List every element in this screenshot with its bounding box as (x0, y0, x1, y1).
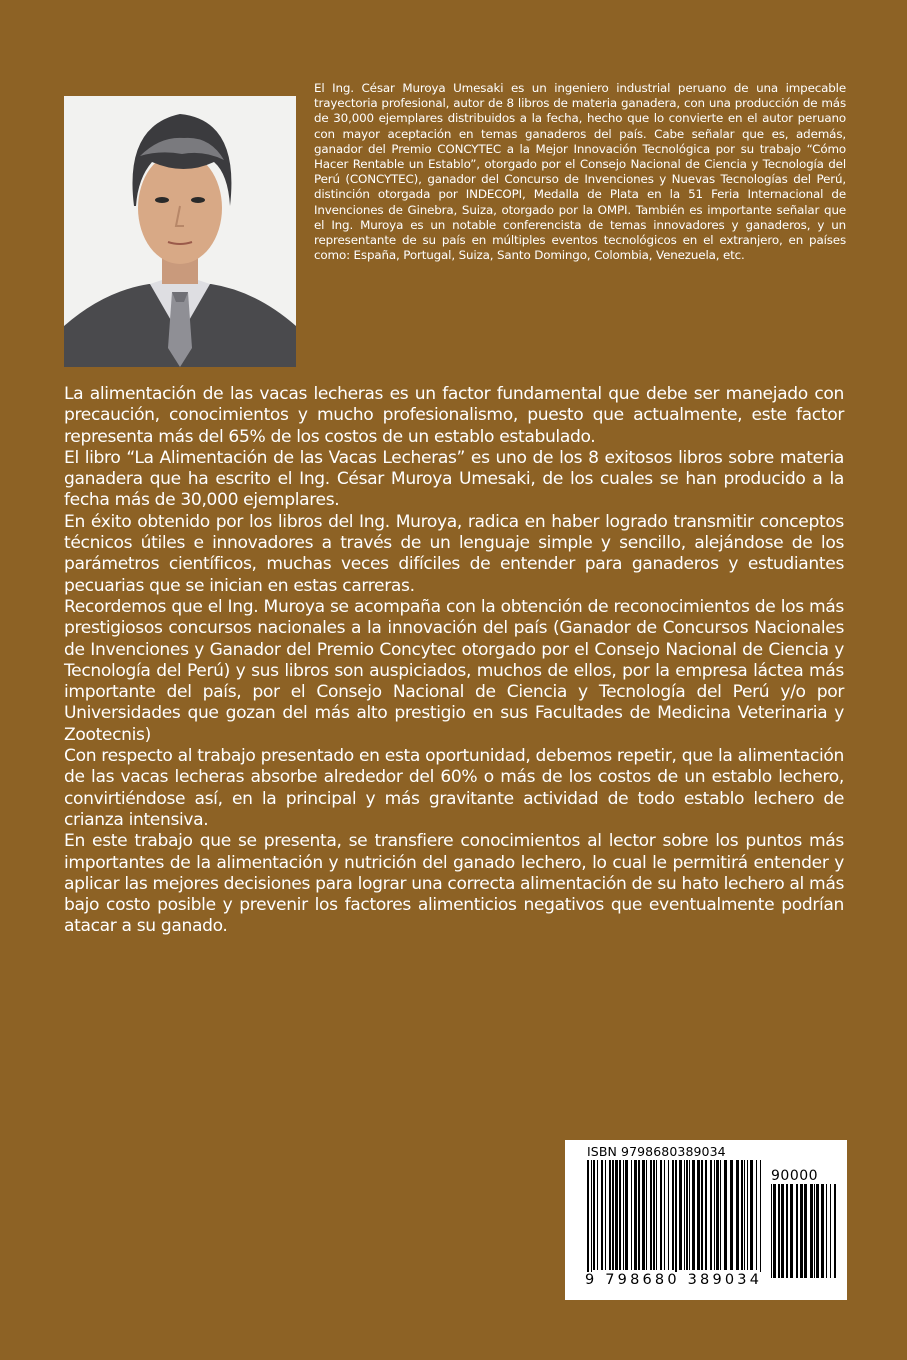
barcode-bar (664, 1160, 665, 1270)
barcode-bar (771, 1184, 772, 1278)
barcode-bar (625, 1160, 628, 1270)
barcode-bar (623, 1160, 624, 1270)
barcode-bar (821, 1184, 824, 1278)
barcode-bar (660, 1160, 662, 1270)
barcode-bar (672, 1160, 674, 1270)
isbn-barcode (565, 1140, 847, 1300)
barcode-bar (642, 1160, 645, 1270)
barcode-bar (612, 1160, 614, 1270)
blurb-paragraph: La alimentación de las vacas lecheras es un factor fundamental que debe ser manejado con precaución, conocimientos y mucho profesionalismo, puesto que actualmente, este factor representa más del 65% de los costos de un establo estabulado. (64, 384, 844, 447)
barcode-bar (716, 1160, 719, 1270)
back-cover-blurb (64, 384, 844, 938)
barcode-bar (826, 1184, 827, 1278)
barcode-addon-bars (769, 1184, 839, 1288)
barcode-bar (778, 1184, 780, 1278)
barcode-bar (756, 1160, 757, 1270)
barcode-bar (720, 1160, 721, 1270)
barcode-bar (701, 1160, 703, 1270)
author-bio: El Ing. César Muroya Umesaki es un ingeniero industrial peruano de una impecable trayectoria profesional, autor de 8 libros de materia ganadera, con una producción de más de 30,000 ejemplares distribuidos a la fecha, hecho que lo convierte en el autor peruano con mayor aceptación en temas ganaderos del país. Cabe señalar que es, además, ganador del Premio CONCYTEC a la Mejor Innovación Tecnológica por su trabajo “Cómo Hacer Rentable un Establo”, otorgado por el Consejo Nacional de Ciencia y Tecnología del Perú (CONCYTEC), ganador del Concurso de Invenciones y Nuevas Tecnologías del Perú, distinción otorgada por INDECOPI, Medalla de Plata en la 51 Feria Internacional de Invenciones de Ginebra, Suiza, otorgado por la OMPI. También es importante señalar que el Ing. Muroya es un notable conferencista de temas innovadores y ganaderos, y un representante de su país en múltiples eventos tecnológicos en el extranjero, en países como: España, Portugal, Suiza, Santo Domingo, Colombia, Venezuela, etc. (314, 81, 846, 263)
barcode-bar (686, 1160, 688, 1270)
barcode-bars (585, 1160, 765, 1280)
barcode-bar (814, 1184, 815, 1278)
barcode-bar (679, 1160, 682, 1270)
barcode-bar (724, 1160, 727, 1270)
barcode-bar (736, 1160, 739, 1270)
barcode-bar (593, 1160, 595, 1270)
barcode-bar (656, 1160, 657, 1270)
barcode-bar (692, 1160, 695, 1270)
barcode-bar (810, 1184, 813, 1278)
author-photo (64, 96, 296, 367)
barcode-bar (830, 1184, 831, 1278)
barcode-bar (684, 1160, 685, 1270)
barcode-bar (638, 1160, 640, 1270)
barcode-bar (800, 1184, 803, 1278)
barcode-bar (597, 1160, 598, 1270)
barcode-bar (653, 1160, 655, 1270)
barcode-bar (609, 1160, 611, 1270)
barcode-bar (650, 1160, 652, 1270)
blurb-paragraph: El libro “La Alimentación de las Vacas Lecheras” es uno de los 8 exitosos libros sobre materia ganadera que ha escrito el Ing. César Muroya Umesaki, de los cuales se han producido a la fecha más de 30,000 ejemplares. (64, 447, 844, 511)
barcode-bar (834, 1184, 836, 1278)
isbn-label: ISBN 9798680389034 (587, 1144, 726, 1159)
barcode-bar (741, 1160, 743, 1270)
barcode-bar (697, 1160, 700, 1270)
blurb-paragraph: Recordemos que el Ing. Muroya se acompaña con la obtención de reconocimientos de los más prestigiosos concursos nacionales a la innovación del país (Ganador de Concursos Nacionales de Invenciones y Ganador del Premio Concytec otorgado por el Consejo Nacional de Ciencia y Tecnología del Perú) y sus libros son auspiciados, muchos de ellos, por la empresa láctea más importante del país, por el Consejo Nacional de Ciencia y Tecnología del Perú y/o por Universidades que gozan del más alto prestigio en sus Facultades de Medicina Veterinaria y Zootecnis) (64, 596, 844, 745)
barcode-bar (634, 1160, 637, 1270)
barcode-bar (796, 1184, 798, 1278)
barcode-bar (804, 1184, 807, 1278)
barcode-bar (619, 1160, 621, 1270)
barcode-bar (646, 1160, 647, 1270)
price-code: 90000 (771, 1168, 819, 1184)
barcode-bar (631, 1160, 632, 1270)
barcode-bar (714, 1160, 715, 1270)
barcode-bar (675, 1160, 677, 1280)
blurb-paragraph: En éxito obtenido por los libros del Ing. Muroya, radica en haber logrado transmitir conceptos técnicos útiles e innovadores a través de un lenguaje simple y sencillo, alejándose de los parámetros científicos, muchas veces difíciles de entender para ganaderos y estudiantes pecuarias que se inician en estas carreras. (64, 511, 844, 596)
barcode-bar (773, 1184, 776, 1278)
barcode-bar (689, 1160, 690, 1270)
barcode-bar (816, 1184, 819, 1278)
barcode-bar (587, 1160, 589, 1280)
barcode-bar (705, 1160, 707, 1270)
barcode-bar (615, 1160, 618, 1270)
barcode-bar (710, 1160, 712, 1270)
barcode-bar (760, 1160, 761, 1280)
barcode-bar (730, 1160, 733, 1270)
blurb-paragraph: Con respecto al trabajo presentado en esta oportunidad, debemos repetir, que la alimentación de las vacas lecheras absorbe alrededor del 60% o más de los costos de un establo lechero, convirtiéndose así, en la principal y más gravitante actividad de todo establo lechero de crianza intensiva. (64, 746, 844, 830)
barcode-bar (750, 1160, 753, 1270)
barcode-bar (790, 1184, 793, 1278)
blurb-paragraph: En este trabajo que se presenta, se transfiere conocimientos al lector sobre los puntos más importantes de la alimentación y nutrición del ganado lechero, lo cual le permitirá entender y aplicar las mejores decisiones para lograr una correcta alimentación de su hato lechero al más bajo costo posible y prevenir los factores alimenticios negativos que eventualmente podrían atacar a su ganado. (64, 831, 844, 937)
barcode-bar (601, 1160, 603, 1270)
barcode-bar (744, 1160, 745, 1270)
barcode-bar (668, 1160, 669, 1270)
barcode-bar (747, 1160, 748, 1270)
barcode-bar (591, 1160, 592, 1280)
barcode-bar (786, 1184, 788, 1278)
barcode-bar (605, 1160, 606, 1270)
barcode-bar (781, 1184, 784, 1278)
isbn-digits: 9 798680 389034 (581, 1272, 771, 1288)
